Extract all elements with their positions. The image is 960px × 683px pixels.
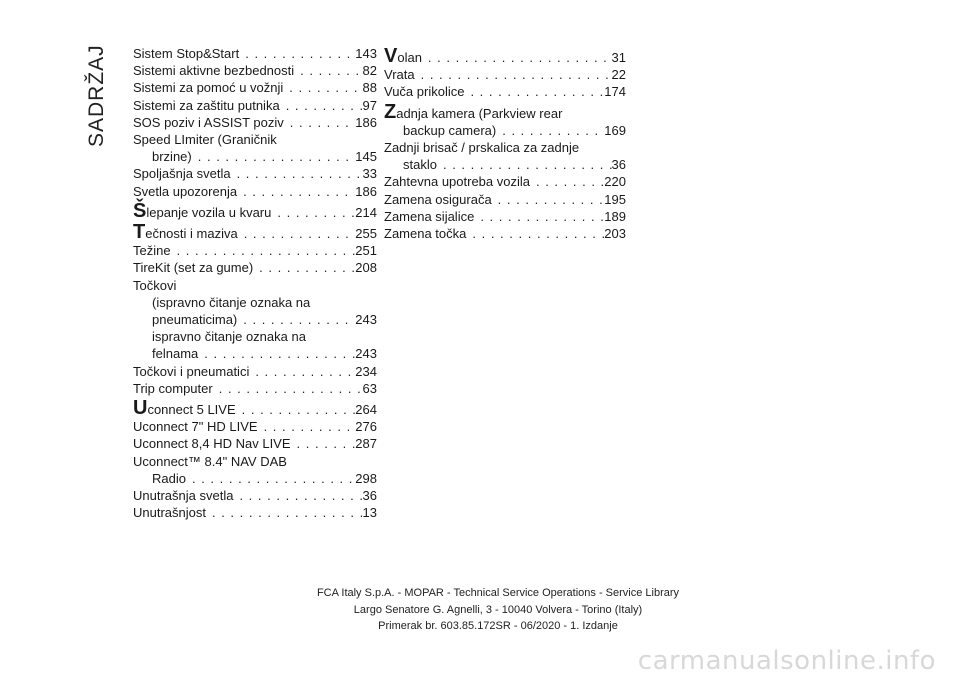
index-entry — [133, 97, 377, 114]
dot-leader — [253, 259, 355, 276]
dot-leader — [284, 114, 356, 131]
dot-leader — [198, 345, 355, 362]
page-number: 243 — [355, 346, 377, 362]
entry-text: olan — [397, 50, 422, 65]
section-letter: V — [384, 45, 398, 67]
entry-text: SOS poziv i ASSIST poziv — [133, 114, 284, 130]
entry-text: Sistemi za pomoć u vožnji — [133, 80, 284, 96]
entry-text: Radio — [152, 470, 186, 486]
page-number: 13 — [362, 505, 377, 521]
dot-leader — [271, 204, 355, 221]
index-entry — [133, 242, 377, 259]
dot-leader — [192, 148, 356, 165]
index-entry — [133, 397, 377, 420]
page-number: 264 — [355, 402, 377, 418]
entry-text: ečnosti i maziva — [145, 226, 238, 242]
page-number: 214 — [355, 204, 377, 220]
index-entry — [133, 504, 377, 521]
entry-text: backup camera) — [403, 122, 497, 138]
entry-text: Uconnect™ 8.4" NAV DAB — [133, 453, 287, 469]
dot-leader — [171, 242, 356, 259]
entry-text: Težine — [133, 243, 171, 259]
dot-leader — [237, 311, 355, 328]
index-entry — [133, 199, 377, 222]
entry-text: lepanje vozila u kvaru — [146, 204, 272, 220]
page-number: 186 — [355, 183, 377, 199]
dot-leader — [294, 62, 362, 79]
index-left-column — [133, 45, 377, 521]
page-number: 82 — [362, 63, 377, 79]
dot-leader — [437, 156, 612, 173]
entry-text: Speed LImiter (Graničnik — [133, 132, 277, 148]
page-number: 195 — [604, 191, 626, 207]
index-entry — [384, 225, 626, 242]
footer-edition: Primerak br. 603.85.172SR - 06/2020 - 1. Izdanje — [378, 620, 618, 632]
entry-text: Spoljašnja svetla — [133, 166, 231, 182]
entry-text: Uconnect 8,4 HD Nav LIVE — [133, 436, 291, 452]
dot-leader — [415, 66, 612, 83]
page-number: 234 — [355, 363, 377, 379]
entry-text: TireKit (set za gume) — [133, 260, 254, 276]
dot-leader — [474, 208, 604, 225]
page-number: 186 — [355, 114, 377, 130]
index-entry — [133, 328, 377, 362]
index-entry — [133, 259, 377, 276]
page-number: 189 — [604, 208, 626, 224]
dot-leader — [249, 363, 355, 380]
index-entry — [384, 83, 626, 100]
page-number: 276 — [355, 419, 377, 435]
index-entry — [384, 66, 626, 83]
entry-text: adnja kamera (Parkview rear — [396, 105, 563, 121]
index-entry — [133, 62, 377, 79]
entry-text: Unutrašnja svetla — [133, 488, 234, 504]
entry-text: Točkovi — [133, 277, 177, 293]
index-entry — [384, 100, 626, 139]
page-number: 36 — [362, 488, 377, 504]
entry-text: Vuča prikolice — [384, 84, 465, 100]
dot-leader — [238, 225, 356, 242]
page-number: 220 — [604, 174, 626, 190]
index-entry — [133, 380, 377, 397]
index-entry — [133, 79, 377, 96]
entry-text: Svetla upozorenja — [133, 183, 238, 199]
index-entry — [133, 363, 377, 380]
page-number: 208 — [355, 260, 377, 276]
dot-leader — [258, 418, 356, 435]
dot-leader — [492, 191, 605, 208]
index-entry — [384, 208, 626, 225]
index-entry — [384, 139, 626, 173]
page-number: 174 — [604, 84, 626, 100]
section-letter: U — [133, 397, 148, 420]
section-title: SADRŽAJ — [85, 44, 108, 147]
page-number: 243 — [355, 312, 377, 328]
entry-text: ispravno čitanje oznaka na — [152, 329, 306, 345]
dot-leader — [233, 487, 362, 504]
entry-text: Vrata — [384, 67, 415, 83]
dot-leader — [422, 49, 612, 66]
page-number: 143 — [355, 46, 377, 61]
section-letter: Z — [384, 100, 397, 123]
entry-text: Uconnect 7" HD LIVE — [133, 419, 258, 435]
index-entry — [133, 277, 377, 294]
entry-text: Trip computer — [133, 380, 213, 396]
entry-text: Zamena sijalice — [384, 208, 475, 224]
dot-leader — [236, 401, 356, 418]
index-entry — [133, 45, 377, 62]
page-number: 33 — [362, 166, 377, 182]
entry-text: (ispravno čitanje oznaka na — [152, 294, 311, 310]
page-number: 31 — [611, 50, 626, 65]
dot-leader — [239, 45, 355, 62]
index-entry — [384, 45, 626, 67]
page-number: 36 — [611, 157, 626, 173]
entry-text: Točkovi i pneumatici — [133, 363, 250, 379]
index-entry — [133, 294, 377, 328]
index-entry — [384, 191, 626, 208]
dot-leader — [280, 97, 363, 114]
dot-leader — [231, 165, 363, 182]
index-entry — [384, 173, 626, 190]
index-entry — [133, 435, 377, 452]
entry-text: connect 5 LIVE — [147, 402, 236, 418]
page-number: 203 — [604, 226, 626, 242]
entry-text: Zahtevna upotreba vozila — [384, 174, 530, 190]
page-number: 97 — [362, 97, 377, 113]
entry-text: felnama — [152, 346, 199, 362]
entry-text: staklo — [403, 157, 437, 173]
dot-leader — [186, 470, 355, 487]
watermark: carmanualsonline.info — [637, 646, 936, 676]
dot-leader — [237, 183, 355, 200]
page-number: 298 — [355, 470, 377, 486]
dot-leader — [283, 79, 362, 96]
page-number: 251 — [355, 243, 377, 259]
page-number: 145 — [355, 149, 377, 165]
entry-text: pneumaticima) — [152, 312, 238, 328]
dot-leader — [530, 173, 604, 190]
index-entry — [133, 487, 377, 504]
index-entry — [133, 418, 377, 435]
entry-text: Zamena osigurača — [384, 191, 492, 207]
dot-leader — [206, 504, 363, 521]
entry-text: brzine) — [152, 149, 192, 165]
page-number: 169 — [604, 122, 626, 138]
entry-text: Zamena točka — [384, 226, 467, 242]
index-entry — [133, 114, 377, 131]
page-number: 22 — [611, 67, 626, 83]
dot-leader — [213, 380, 363, 397]
entry-text: Sistemi za zaštitu putnika — [133, 97, 280, 113]
footer-publisher: FCA Italy S.p.A. - MOPAR - Technical Service Operations - Service Library — [316, 587, 680, 599]
footer-address: Largo Senatore G. Agnelli, 3 - 10040 Volvera - Torino (Italy) — [353, 604, 643, 616]
page-number: 63 — [362, 380, 377, 396]
index-entry — [133, 221, 377, 244]
entry-text: Unutrašnjost — [133, 505, 206, 521]
page-number: 255 — [355, 226, 377, 242]
dot-leader — [464, 83, 604, 100]
index-entry — [133, 131, 377, 165]
index-entry — [133, 453, 377, 487]
dot-leader — [291, 435, 356, 452]
page-number: 88 — [362, 80, 377, 96]
index-entry — [133, 165, 377, 182]
entry-text: Sistem Stop&Start — [133, 46, 240, 61]
entry-text: Sistemi aktivne bezbednosti — [133, 63, 295, 79]
page-number: 287 — [355, 436, 377, 452]
dot-leader — [466, 225, 604, 242]
index-entry — [133, 183, 377, 200]
section-letter: Š — [133, 199, 147, 222]
entry-text: Zadnji brisač / prskalica za zadnje — [384, 140, 580, 156]
index-right-column — [384, 45, 626, 242]
dot-leader — [496, 122, 604, 139]
section-letter: T — [133, 221, 146, 244]
